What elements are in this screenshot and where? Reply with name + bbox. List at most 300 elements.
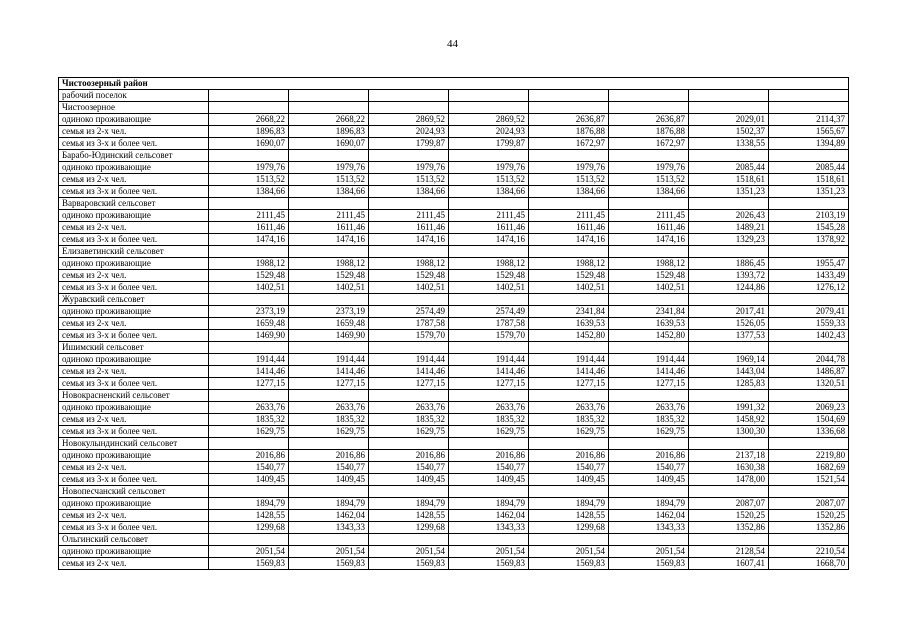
row-label: одиноко проживающие bbox=[59, 498, 209, 510]
table-row bbox=[59, 282, 849, 294]
value-cell: 2633,76 bbox=[369, 402, 449, 414]
empty-cell bbox=[769, 198, 849, 210]
value-cell: 1402,51 bbox=[209, 282, 289, 294]
value-cell: 1474,16 bbox=[369, 234, 449, 246]
settlement-name: рабочий поселок bbox=[59, 90, 209, 102]
table-row bbox=[59, 114, 849, 126]
value-cell: 1894,79 bbox=[369, 498, 449, 510]
row-label: семья из 3-х и более чел. bbox=[59, 522, 209, 534]
empty-cell bbox=[209, 390, 289, 402]
value-cell: 1384,66 bbox=[289, 186, 369, 198]
value-cell: 2111,45 bbox=[609, 210, 689, 222]
value-cell: 1690,07 bbox=[289, 138, 369, 150]
value-cell: 2024,93 bbox=[369, 126, 449, 138]
row-label: одиноко проживающие bbox=[59, 402, 209, 414]
empty-cell bbox=[609, 486, 689, 498]
table-row bbox=[59, 426, 849, 438]
row-label: семья из 2-х чел. bbox=[59, 174, 209, 186]
value-cell: 1443,04 bbox=[689, 366, 769, 378]
value-cell: 2137,18 bbox=[689, 450, 769, 462]
value-cell: 1469,90 bbox=[209, 330, 289, 342]
empty-cell bbox=[209, 294, 289, 306]
value-cell: 1529,48 bbox=[449, 270, 529, 282]
empty-cell bbox=[449, 390, 529, 402]
empty-cell bbox=[369, 342, 449, 354]
council-name: Новопесчанский сельсовет bbox=[59, 486, 209, 498]
value-cell: 1409,45 bbox=[449, 474, 529, 486]
table-row bbox=[59, 354, 849, 366]
value-cell: 1351,23 bbox=[769, 186, 849, 198]
value-cell: 1659,48 bbox=[289, 318, 369, 330]
empty-cell bbox=[689, 486, 769, 498]
value-cell: 1277,15 bbox=[609, 378, 689, 390]
value-cell: 2085,44 bbox=[689, 162, 769, 174]
value-cell: 2111,45 bbox=[369, 210, 449, 222]
empty-cell bbox=[689, 534, 769, 546]
value-cell: 1690,07 bbox=[209, 138, 289, 150]
value-cell: 1914,44 bbox=[609, 354, 689, 366]
value-cell: 1540,77 bbox=[609, 462, 689, 474]
value-cell: 1979,76 bbox=[209, 162, 289, 174]
page-number: 44 bbox=[447, 38, 458, 50]
value-cell: 1518,61 bbox=[769, 174, 849, 186]
value-cell: 1579,70 bbox=[369, 330, 449, 342]
empty-cell bbox=[769, 438, 849, 450]
empty-cell bbox=[209, 246, 289, 258]
row-label: одиноко проживающие bbox=[59, 450, 209, 462]
empty-cell bbox=[289, 246, 369, 258]
settlement-name: Чистоозерное bbox=[59, 102, 209, 114]
value-cell: 1955,47 bbox=[769, 258, 849, 270]
empty-cell bbox=[369, 150, 449, 162]
value-cell: 1504,69 bbox=[769, 414, 849, 426]
value-cell: 1611,46 bbox=[449, 222, 529, 234]
value-cell: 1914,44 bbox=[289, 354, 369, 366]
council-row bbox=[59, 294, 849, 306]
table-row bbox=[59, 318, 849, 330]
row-label: одиноко проживающие bbox=[59, 306, 209, 318]
value-cell: 1896,83 bbox=[289, 126, 369, 138]
empty-cell bbox=[289, 150, 369, 162]
council-name: Новокрасненский сельсовет bbox=[59, 390, 209, 402]
empty-cell bbox=[529, 294, 609, 306]
value-cell: 1979,76 bbox=[369, 162, 449, 174]
value-cell: 1384,66 bbox=[209, 186, 289, 198]
value-cell: 1886,45 bbox=[689, 258, 769, 270]
council-name: Ольгинский сельсовет bbox=[59, 534, 209, 546]
value-cell: 1914,44 bbox=[369, 354, 449, 366]
value-cell: 1529,48 bbox=[529, 270, 609, 282]
empty-cell bbox=[529, 246, 609, 258]
value-cell: 2869,52 bbox=[449, 114, 529, 126]
value-cell: 2219,80 bbox=[769, 450, 849, 462]
value-cell: 1569,83 bbox=[209, 558, 289, 570]
table-row bbox=[59, 330, 849, 342]
value-cell: 1565,67 bbox=[769, 126, 849, 138]
table-row bbox=[59, 378, 849, 390]
value-cell: 1914,44 bbox=[449, 354, 529, 366]
table-row bbox=[59, 414, 849, 426]
table-row bbox=[59, 186, 849, 198]
value-cell: 1540,77 bbox=[529, 462, 609, 474]
council-row bbox=[59, 246, 849, 258]
empty-cell bbox=[209, 534, 289, 546]
value-cell: 1659,48 bbox=[209, 318, 289, 330]
value-cell: 2087,07 bbox=[769, 498, 849, 510]
value-cell: 1540,77 bbox=[449, 462, 529, 474]
value-cell: 1414,46 bbox=[449, 366, 529, 378]
value-cell: 1352,86 bbox=[689, 522, 769, 534]
empty-cell bbox=[289, 198, 369, 210]
value-cell: 2024,93 bbox=[449, 126, 529, 138]
value-cell: 2636,87 bbox=[609, 114, 689, 126]
value-cell: 1520,25 bbox=[769, 510, 849, 522]
value-cell: 1894,79 bbox=[209, 498, 289, 510]
value-cell: 1969,14 bbox=[689, 354, 769, 366]
value-cell: 1639,53 bbox=[529, 318, 609, 330]
value-cell: 2111,45 bbox=[289, 210, 369, 222]
council-row bbox=[59, 150, 849, 162]
empty-cell bbox=[609, 150, 689, 162]
empty-cell bbox=[769, 390, 849, 402]
row-label: семья из 2-х чел. bbox=[59, 126, 209, 138]
table-row bbox=[59, 558, 849, 570]
value-cell: 2069,23 bbox=[769, 402, 849, 414]
value-cell: 1639,53 bbox=[609, 318, 689, 330]
value-cell: 2085,44 bbox=[769, 162, 849, 174]
value-cell: 2051,54 bbox=[529, 546, 609, 558]
table-row bbox=[59, 474, 849, 486]
value-cell: 1979,76 bbox=[289, 162, 369, 174]
value-cell: 1672,97 bbox=[609, 138, 689, 150]
value-cell: 1343,33 bbox=[609, 522, 689, 534]
value-cell: 2051,54 bbox=[449, 546, 529, 558]
row-label: одиноко проживающие bbox=[59, 546, 209, 558]
table-row bbox=[59, 162, 849, 174]
value-cell: 1384,66 bbox=[449, 186, 529, 198]
value-cell: 2051,54 bbox=[289, 546, 369, 558]
value-cell: 1414,46 bbox=[529, 366, 609, 378]
council-row bbox=[59, 390, 849, 402]
value-cell: 2029,01 bbox=[689, 114, 769, 126]
row-label: одиноко проживающие bbox=[59, 354, 209, 366]
value-cell: 1979,76 bbox=[609, 162, 689, 174]
empty-cell bbox=[369, 534, 449, 546]
empty-cell bbox=[289, 486, 369, 498]
value-cell: 1876,88 bbox=[529, 126, 609, 138]
value-cell: 1402,51 bbox=[529, 282, 609, 294]
value-cell: 1835,32 bbox=[369, 414, 449, 426]
value-cell: 1462,04 bbox=[289, 510, 369, 522]
value-cell: 1378,92 bbox=[769, 234, 849, 246]
value-cell: 2869,52 bbox=[369, 114, 449, 126]
value-cell: 1979,76 bbox=[529, 162, 609, 174]
value-cell: 1409,45 bbox=[289, 474, 369, 486]
value-cell: 1409,45 bbox=[209, 474, 289, 486]
row-label: семья из 3-х и более чел. bbox=[59, 378, 209, 390]
value-cell: 1352,86 bbox=[769, 522, 849, 534]
empty-cell bbox=[209, 486, 289, 498]
row-label: семья из 2-х чел. bbox=[59, 414, 209, 426]
value-cell: 2633,76 bbox=[289, 402, 369, 414]
value-cell: 1611,46 bbox=[209, 222, 289, 234]
value-cell: 1630,38 bbox=[689, 462, 769, 474]
empty-cell bbox=[449, 294, 529, 306]
empty-cell bbox=[689, 438, 769, 450]
value-cell: 1458,92 bbox=[689, 414, 769, 426]
value-cell: 2636,87 bbox=[529, 114, 609, 126]
empty-cell bbox=[689, 342, 769, 354]
empty-cell bbox=[689, 246, 769, 258]
value-cell: 1835,32 bbox=[209, 414, 289, 426]
row-label: семья из 3-х и более чел. bbox=[59, 138, 209, 150]
value-cell: 1629,75 bbox=[609, 426, 689, 438]
value-cell: 1384,66 bbox=[609, 186, 689, 198]
value-cell: 1299,68 bbox=[209, 522, 289, 534]
value-cell: 1428,55 bbox=[529, 510, 609, 522]
row-label: семья из 3-х и более чел. bbox=[59, 426, 209, 438]
empty-cell bbox=[209, 342, 289, 354]
value-cell: 1988,12 bbox=[289, 258, 369, 270]
row-label: семья из 2-х чел. bbox=[59, 558, 209, 570]
value-cell: 1300,30 bbox=[689, 426, 769, 438]
value-cell: 1629,75 bbox=[289, 426, 369, 438]
value-cell: 1569,83 bbox=[289, 558, 369, 570]
value-cell: 1384,66 bbox=[529, 186, 609, 198]
value-cell: 1320,51 bbox=[769, 378, 849, 390]
value-cell: 1529,48 bbox=[289, 270, 369, 282]
council-name: Елизаветинский сельсовет bbox=[59, 246, 209, 258]
value-cell: 1414,46 bbox=[609, 366, 689, 378]
value-cell: 2668,22 bbox=[209, 114, 289, 126]
value-cell: 1799,87 bbox=[449, 138, 529, 150]
row-label: одиноко проживающие bbox=[59, 114, 209, 126]
value-cell: 1244,86 bbox=[689, 282, 769, 294]
value-cell: 1452,80 bbox=[609, 330, 689, 342]
value-cell: 1787,58 bbox=[369, 318, 449, 330]
table-row bbox=[59, 258, 849, 270]
council-row bbox=[59, 198, 849, 210]
empty-cell bbox=[289, 534, 369, 546]
value-cell: 1277,15 bbox=[449, 378, 529, 390]
value-cell: 2111,45 bbox=[449, 210, 529, 222]
row-label: семья из 2-х чел. bbox=[59, 318, 209, 330]
empty-cell bbox=[609, 246, 689, 258]
value-cell: 1402,51 bbox=[289, 282, 369, 294]
value-cell: 1513,52 bbox=[529, 174, 609, 186]
value-cell: 1474,16 bbox=[289, 234, 369, 246]
district-title: Чистоозерный район bbox=[59, 78, 849, 90]
empty-cell bbox=[769, 534, 849, 546]
empty-cell bbox=[609, 534, 689, 546]
value-cell: 1409,45 bbox=[369, 474, 449, 486]
empty-cell bbox=[769, 342, 849, 354]
empty-cell bbox=[769, 150, 849, 162]
value-cell: 1526,05 bbox=[689, 318, 769, 330]
value-cell: 1894,79 bbox=[529, 498, 609, 510]
empty-cell bbox=[449, 246, 529, 258]
table-body bbox=[59, 78, 849, 570]
settlement-row bbox=[59, 102, 849, 114]
table-row bbox=[59, 306, 849, 318]
value-cell: 2574,49 bbox=[369, 306, 449, 318]
value-cell: 1276,12 bbox=[769, 282, 849, 294]
value-cell: 2051,54 bbox=[609, 546, 689, 558]
empty-cell bbox=[289, 390, 369, 402]
value-cell: 1520,25 bbox=[689, 510, 769, 522]
value-cell: 1629,75 bbox=[529, 426, 609, 438]
value-cell: 1489,21 bbox=[689, 222, 769, 234]
value-cell: 1409,45 bbox=[609, 474, 689, 486]
empty-cell bbox=[689, 198, 769, 210]
empty-cell bbox=[689, 390, 769, 402]
value-cell: 1452,80 bbox=[529, 330, 609, 342]
empty-cell bbox=[769, 486, 849, 498]
row-label: семья из 2-х чел. bbox=[59, 222, 209, 234]
value-cell: 2111,45 bbox=[529, 210, 609, 222]
value-cell: 1611,46 bbox=[529, 222, 609, 234]
value-cell: 2044,78 bbox=[769, 354, 849, 366]
row-label: семья из 2-х чел. bbox=[59, 510, 209, 522]
value-cell: 1896,83 bbox=[209, 126, 289, 138]
value-cell: 1914,44 bbox=[209, 354, 289, 366]
value-cell: 1672,97 bbox=[529, 138, 609, 150]
value-cell: 1474,16 bbox=[609, 234, 689, 246]
value-cell: 1979,76 bbox=[449, 162, 529, 174]
value-cell: 1988,12 bbox=[609, 258, 689, 270]
council-row bbox=[59, 342, 849, 354]
value-cell: 1629,75 bbox=[449, 426, 529, 438]
value-cell: 1513,52 bbox=[449, 174, 529, 186]
empty-cell bbox=[609, 438, 689, 450]
council-name: Варваровский сельсовет bbox=[59, 198, 209, 210]
value-cell: 1414,46 bbox=[289, 366, 369, 378]
row-label: семья из 3-х и более чел. bbox=[59, 330, 209, 342]
value-cell: 1336,68 bbox=[769, 426, 849, 438]
value-cell: 1569,83 bbox=[369, 558, 449, 570]
value-cell: 1393,72 bbox=[689, 270, 769, 282]
value-cell: 2016,86 bbox=[449, 450, 529, 462]
value-cell: 1835,32 bbox=[289, 414, 369, 426]
table-row bbox=[59, 402, 849, 414]
council-name: Ишимский сельсовет bbox=[59, 342, 209, 354]
value-cell: 1682,69 bbox=[769, 462, 849, 474]
value-cell: 1299,68 bbox=[529, 522, 609, 534]
table-row bbox=[59, 270, 849, 282]
empty-cell bbox=[369, 198, 449, 210]
value-cell: 2574,49 bbox=[449, 306, 529, 318]
value-cell: 1351,23 bbox=[689, 186, 769, 198]
value-cell: 2017,41 bbox=[689, 306, 769, 318]
value-cell: 1668,70 bbox=[769, 558, 849, 570]
value-cell: 1513,52 bbox=[289, 174, 369, 186]
value-cell: 1991,32 bbox=[689, 402, 769, 414]
value-cell: 1529,48 bbox=[209, 270, 289, 282]
value-cell: 1384,66 bbox=[369, 186, 449, 198]
table-row bbox=[59, 222, 849, 234]
value-cell: 1540,77 bbox=[369, 462, 449, 474]
value-cell: 1433,49 bbox=[769, 270, 849, 282]
empty-cell bbox=[689, 150, 769, 162]
value-cell: 1394,89 bbox=[769, 138, 849, 150]
empty-cell bbox=[689, 294, 769, 306]
value-cell: 2633,76 bbox=[449, 402, 529, 414]
value-cell: 1474,16 bbox=[529, 234, 609, 246]
table-row bbox=[59, 126, 849, 138]
value-cell: 1629,75 bbox=[209, 426, 289, 438]
empty-cell bbox=[609, 390, 689, 402]
value-cell: 1277,15 bbox=[529, 378, 609, 390]
value-cell: 1277,15 bbox=[369, 378, 449, 390]
value-cell: 1474,16 bbox=[209, 234, 289, 246]
value-cell: 2668,22 bbox=[289, 114, 369, 126]
value-cell: 1988,12 bbox=[449, 258, 529, 270]
table-row bbox=[59, 450, 849, 462]
value-cell: 2114,37 bbox=[769, 114, 849, 126]
value-cell: 1540,77 bbox=[209, 462, 289, 474]
value-cell: 1414,46 bbox=[209, 366, 289, 378]
value-cell: 2633,76 bbox=[529, 402, 609, 414]
value-cell: 1894,79 bbox=[449, 498, 529, 510]
empty-cell bbox=[369, 294, 449, 306]
value-cell: 1894,79 bbox=[289, 498, 369, 510]
row-label: семья из 3-х и более чел. bbox=[59, 474, 209, 486]
value-cell: 1529,48 bbox=[609, 270, 689, 282]
row-label: семья из 2-х чел. bbox=[59, 366, 209, 378]
empty-cell bbox=[529, 534, 609, 546]
value-cell: 1513,52 bbox=[369, 174, 449, 186]
value-cell: 1402,43 bbox=[769, 330, 849, 342]
value-cell: 1428,55 bbox=[209, 510, 289, 522]
empty-cell bbox=[209, 438, 289, 450]
value-cell: 1518,61 bbox=[689, 174, 769, 186]
table-row bbox=[59, 510, 849, 522]
empty-cell bbox=[369, 390, 449, 402]
value-cell: 1787,58 bbox=[449, 318, 529, 330]
value-cell: 2051,54 bbox=[369, 546, 449, 558]
empty-cell bbox=[529, 342, 609, 354]
value-cell: 1409,45 bbox=[529, 474, 609, 486]
empty-cell bbox=[529, 438, 609, 450]
table-row bbox=[59, 138, 849, 150]
settlement-row bbox=[59, 90, 849, 102]
value-cell: 1462,04 bbox=[609, 510, 689, 522]
empty-cell bbox=[609, 342, 689, 354]
value-cell: 2026,43 bbox=[689, 210, 769, 222]
empty-cell bbox=[609, 294, 689, 306]
empty-cell bbox=[609, 198, 689, 210]
row-label: семья из 2-х чел. bbox=[59, 270, 209, 282]
value-cell: 1343,33 bbox=[289, 522, 369, 534]
empty-cell bbox=[369, 486, 449, 498]
value-cell: 1894,79 bbox=[609, 498, 689, 510]
value-cell: 2103,19 bbox=[769, 210, 849, 222]
value-cell: 1402,51 bbox=[369, 282, 449, 294]
empty-cell bbox=[449, 486, 529, 498]
table-row bbox=[59, 462, 849, 474]
empty-cell bbox=[449, 198, 529, 210]
value-cell: 1545,28 bbox=[769, 222, 849, 234]
value-cell: 1513,52 bbox=[609, 174, 689, 186]
row-label: одиноко проживающие bbox=[59, 258, 209, 270]
council-row bbox=[59, 486, 849, 498]
empty-cell bbox=[529, 150, 609, 162]
value-cell: 1611,46 bbox=[609, 222, 689, 234]
value-cell: 1914,44 bbox=[529, 354, 609, 366]
row-label: семья из 3-х и более чел. bbox=[59, 282, 209, 294]
empty-cell bbox=[289, 438, 369, 450]
value-cell: 1428,55 bbox=[369, 510, 449, 522]
